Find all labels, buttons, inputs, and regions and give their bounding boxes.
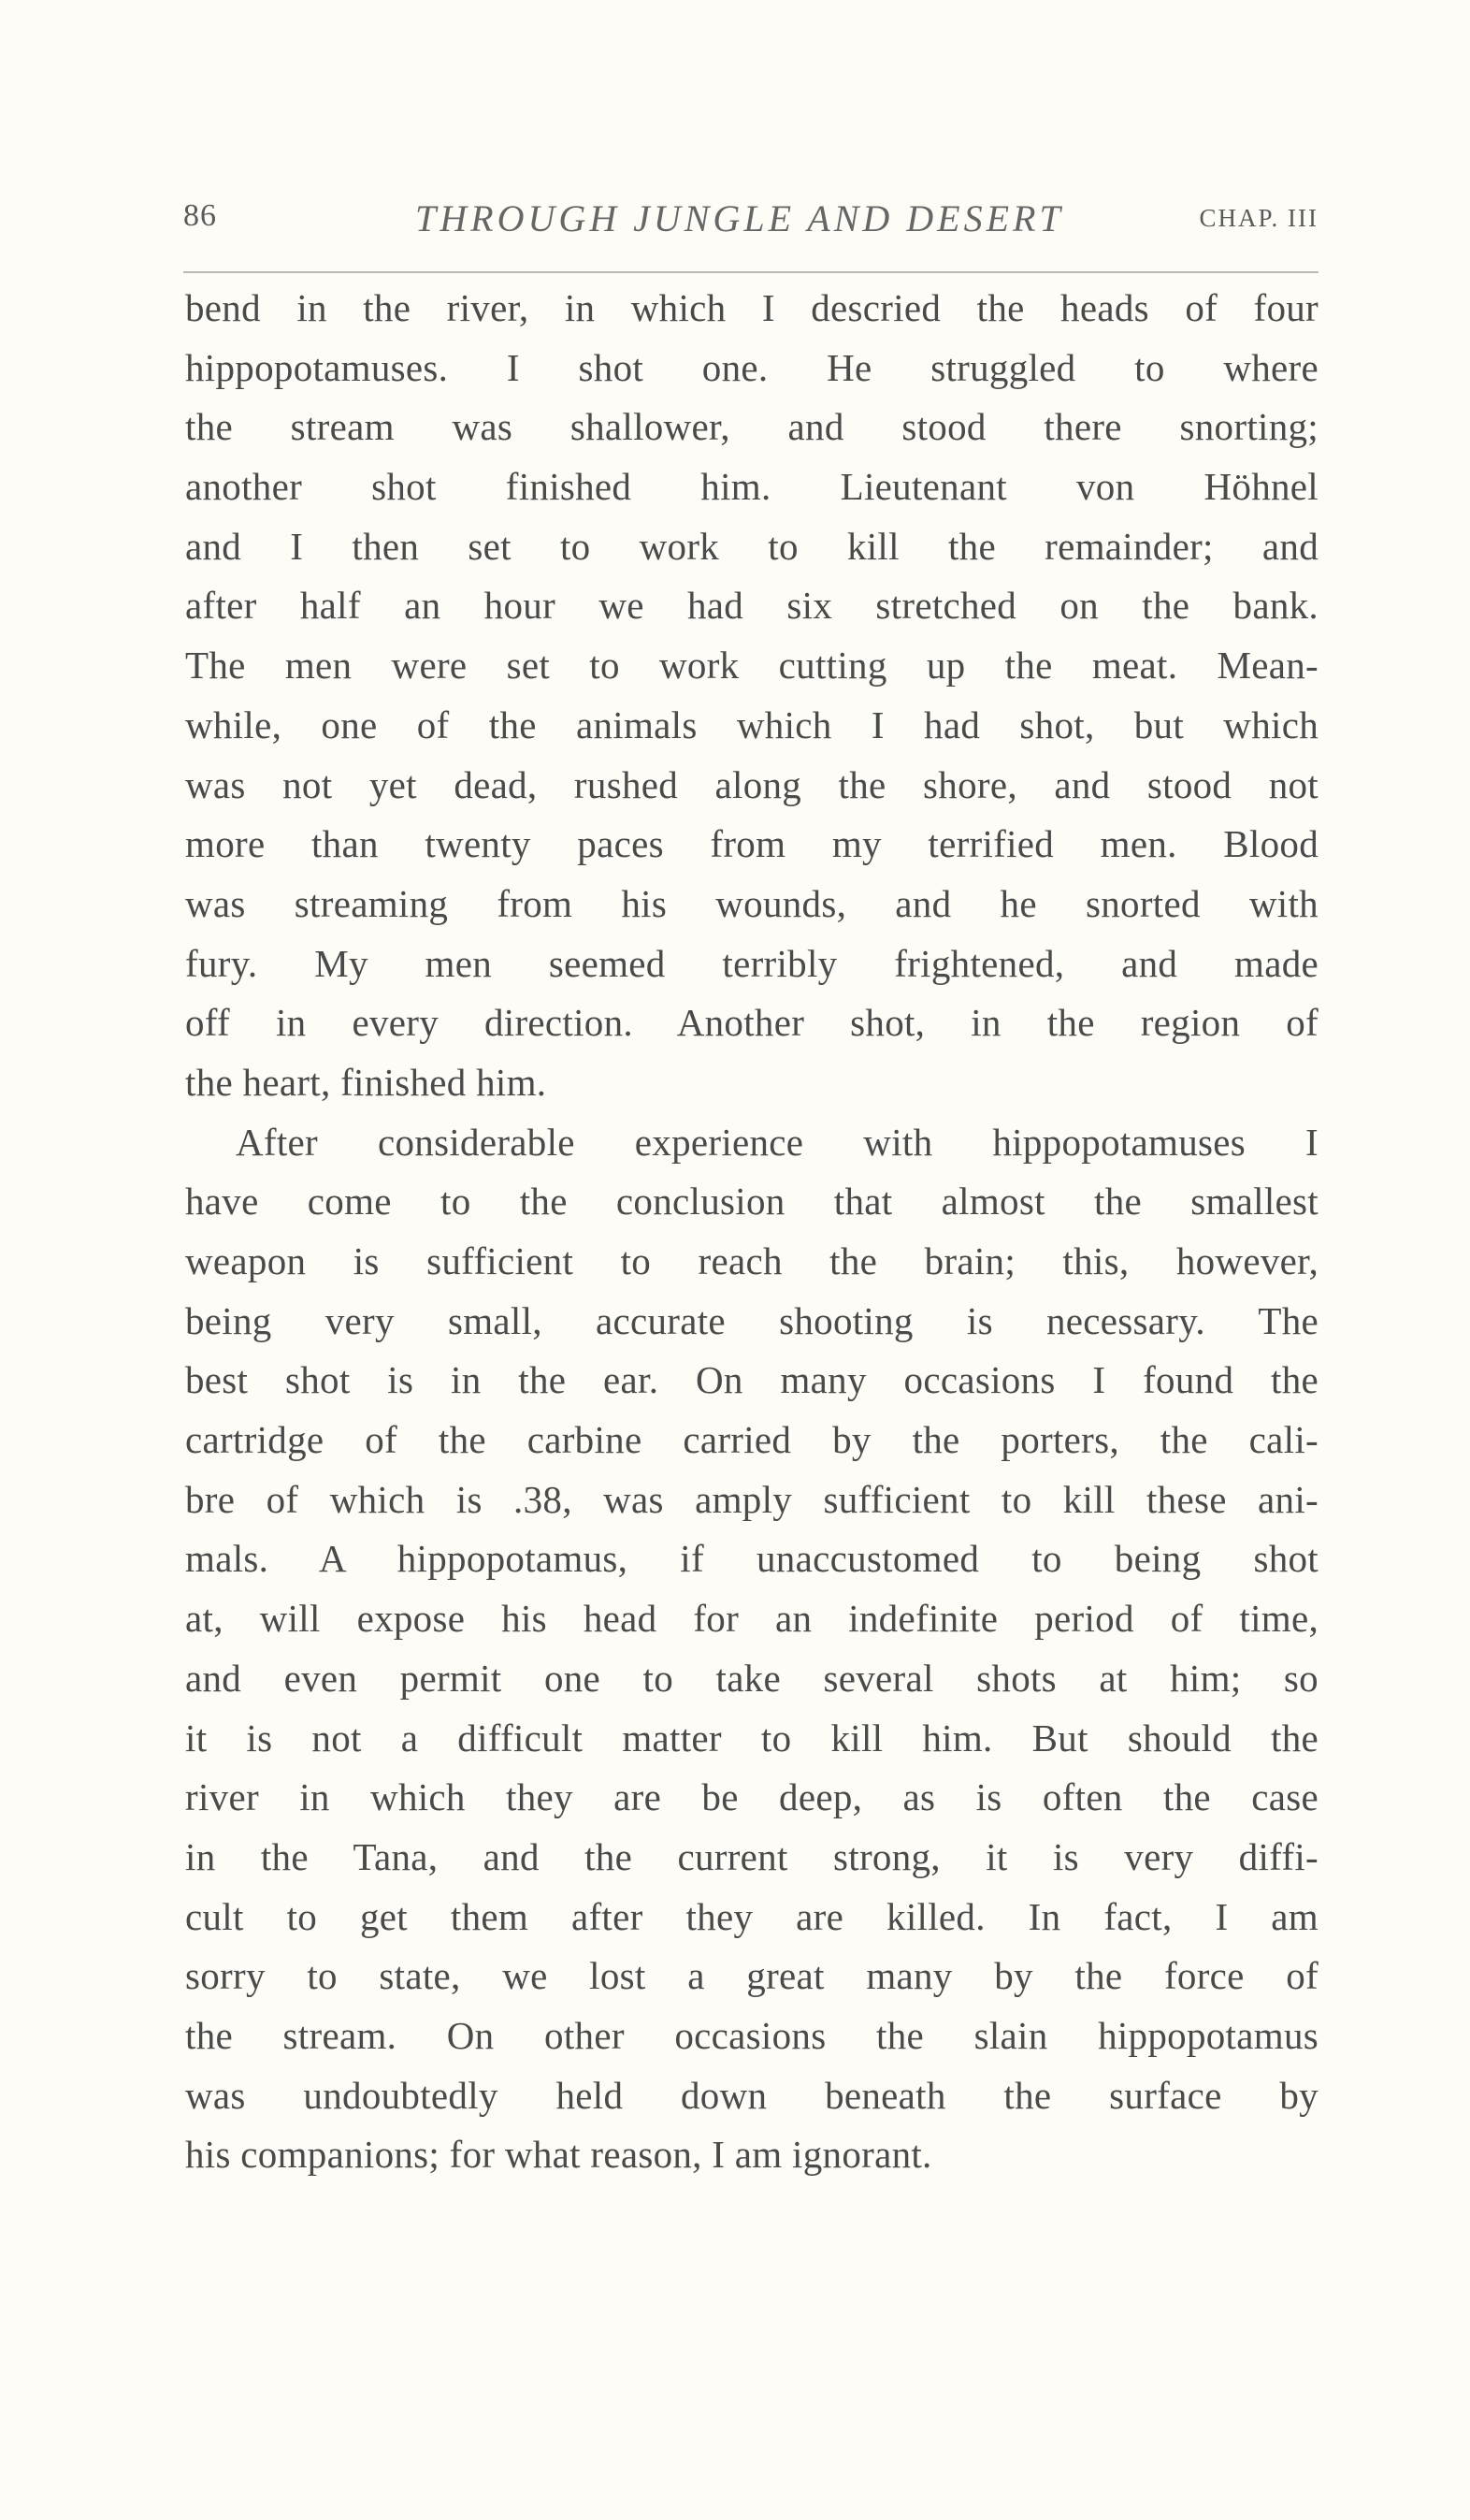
text-line: it is not a difficult matter to kill him. But should the: [185, 1716, 1319, 1760]
text-line: bre of which is .38, was amply sufficient to kill these ani-: [185, 1477, 1319, 1521]
text-line: and I then set to work to kill the remainder; and: [185, 524, 1319, 568]
text-line: The men were set to work cutting up the meat. Mean-: [185, 644, 1319, 688]
text-line: and even permit one to take several shots at him; so: [185, 1656, 1319, 1700]
body-text: [185, 279, 1319, 2185]
text-line: sorry to state, we lost a great many by the force of: [185, 1954, 1319, 1998]
text-line: was not yet dead, rushed along the shore, and stood not: [185, 762, 1319, 806]
text-line: bend in the river, in which I descried the heads of four: [185, 286, 1319, 329]
running-title: THROUGH JUNGLE AND DESERT: [415, 197, 1064, 239]
paragraph: [185, 279, 1319, 1113]
text-line: in the Tana, and the current strong, it is very diffi-: [185, 1834, 1319, 1878]
text-line: his companions; for what reason, I am ignorant.: [185, 2133, 932, 2177]
text-line: cult to get them after they are killed. In fact, I am: [185, 1894, 1319, 1938]
text-line: being very small, accurate shooting is necessary. The: [185, 1298, 1319, 1342]
text-line: the stream. On other occasions the slain hippopotamus: [185, 2013, 1319, 2057]
text-line: was streaming from his wounds, and he snorted with: [185, 881, 1319, 925]
text-line: more than twenty paces from my terrified men. Blood: [185, 822, 1319, 866]
text-line: the stream was shallower, and stood there snorting;: [185, 405, 1319, 449]
text-line: best shot is in the ear. On many occasions I found the: [185, 1358, 1319, 1402]
running-head: [183, 198, 1319, 251]
text-line: another shot finished him. Lieutenant von Höhnel: [185, 465, 1319, 509]
paragraph: [185, 1113, 1319, 2185]
page-number: 86: [183, 198, 217, 233]
text-line: hippopotamuses. I shot one. He struggled to where: [185, 345, 1319, 389]
text-line: mals. A hippopotamus, if unaccustomed to being shot: [185, 1537, 1319, 1581]
text-line: at, will expose his head for an indefinite period of time,: [185, 1597, 1319, 1641]
text-line: river in which they are be deep, as is often the case: [185, 1775, 1319, 1819]
text-line: was undoubtedly held down beneath the surface by: [185, 2073, 1319, 2117]
text-line: have come to the conclusion that almost the smallest: [185, 1180, 1319, 1224]
header-rule: [183, 271, 1319, 273]
text-line: After considerable experience with hippopotamuses I: [236, 1120, 1319, 1164]
text-line: after half an hour we had six stretched on the bank.: [185, 584, 1319, 628]
text-line: while, one of the animals which I had shot, but which: [185, 702, 1319, 746]
text-line: the heart, finished him.: [185, 1060, 547, 1104]
text-line: cartridge of the carbine carried by the porters, the cali-: [185, 1418, 1319, 1462]
text-line: off in every direction. Another shot, in the region of: [185, 1001, 1319, 1045]
chapter-label: CHAP. III: [1199, 204, 1319, 232]
text-line: fury. My men seemed terribly frightened, and made: [185, 941, 1319, 985]
text-line: weapon is sufficient to reach the brain; this, however,: [185, 1239, 1319, 1282]
